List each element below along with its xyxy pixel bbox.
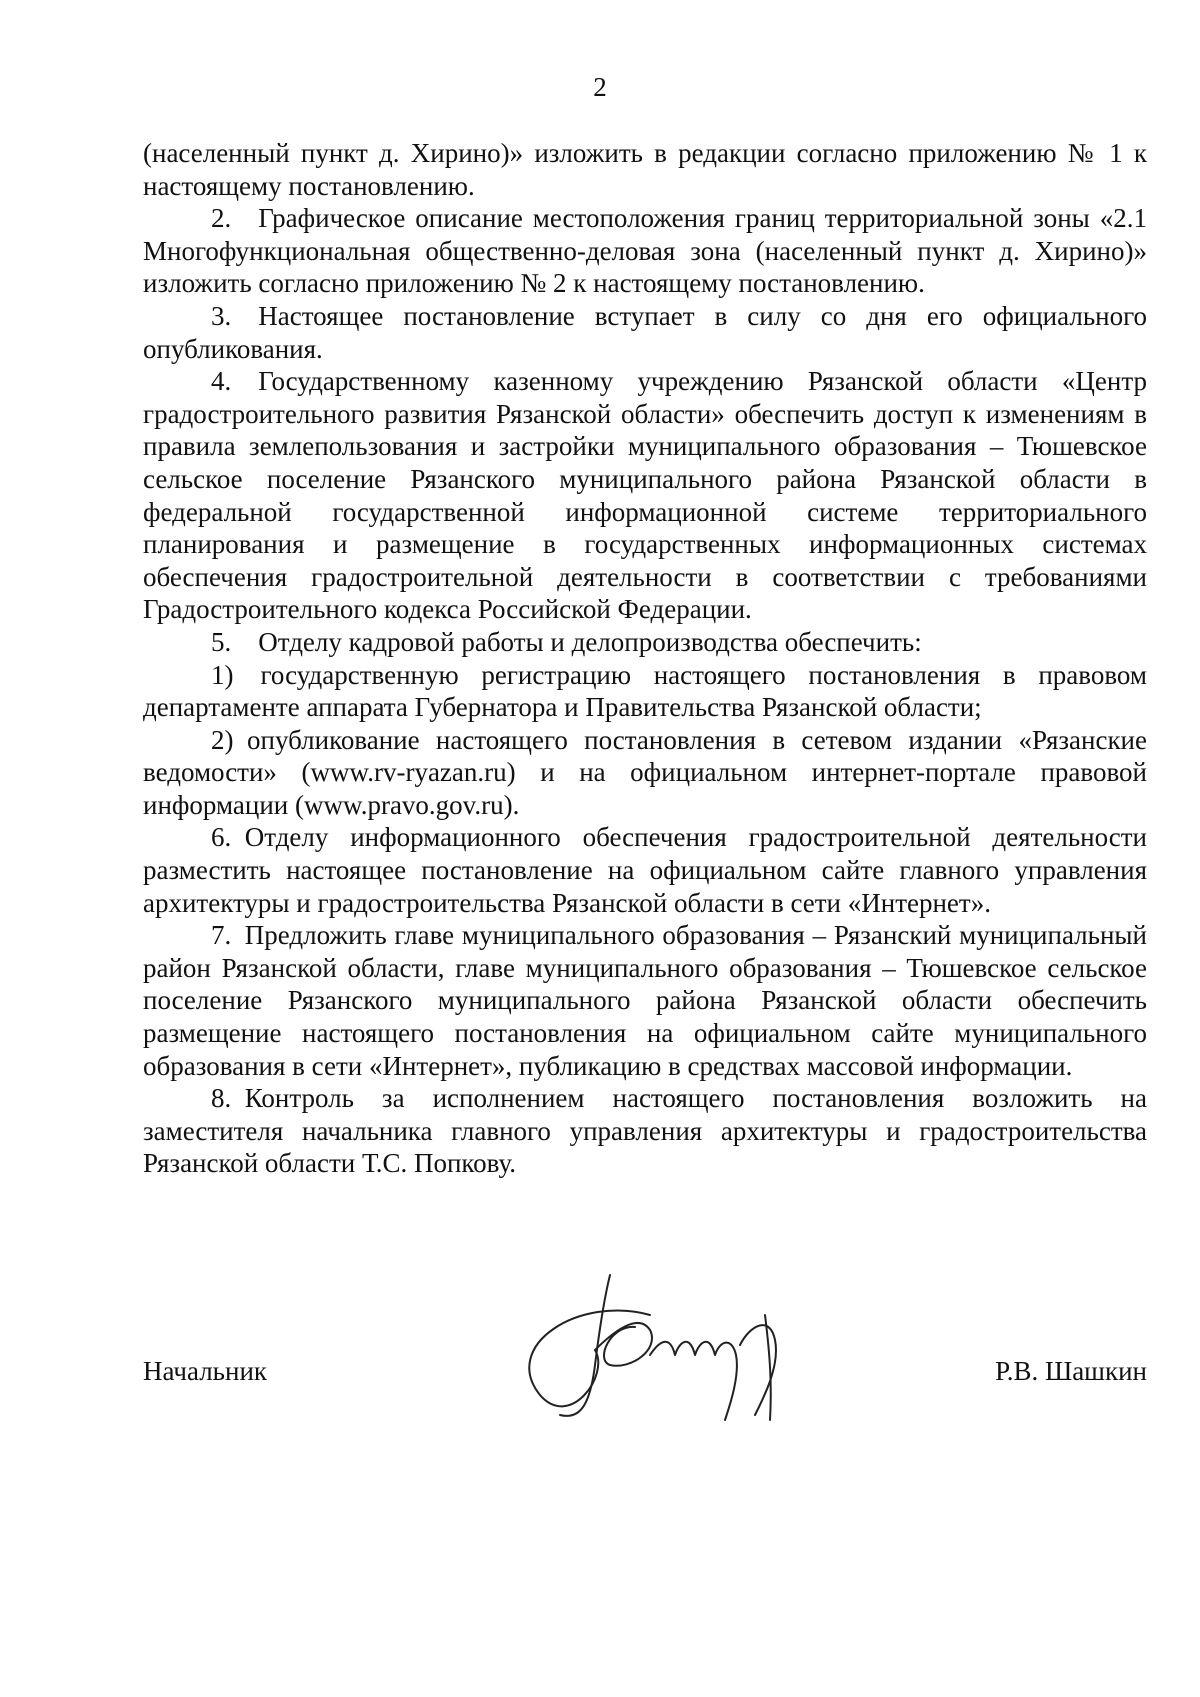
paragraph-item-2: 2. Графическое описание местоположения границ территориальной зоны «2.1 Многофункциональная общественно-деловая зона (населенный пункт д. Хирино)» изложить согласно приложению № 2 к настоящему постановлению. <box>143 203 1147 299</box>
paragraph-subitem-2: 2) опубликование настоящего постановления в сетевом издании «Рязанские ведомости» (www.rv-ryazan.ru) и на официальном интернет-портале правовой информации (www.pravo.gov.ru). <box>143 724 1147 820</box>
signature-block <box>143 1356 1147 1396</box>
handwritten-signature <box>500 1255 880 1435</box>
signatory-title: Начальник <box>143 1356 268 1386</box>
paragraph-item-7: 7. Предложить главе муниципального образования – Рязанский муниципальный район Рязанской области, главе муниципального образования – Тюшевское сельское поселение Рязанского муниципального района Рязанской области обеспечить размещение настоящего постановления на официальном сайте муниципального образования в сети «Интернет», публикацию в средствах массовой информации. <box>143 920 1147 1081</box>
paragraph-subitem-1: 1) государственную регистрацию настоящего постановления в правовом департаменте аппарата Губернатора и Правительства Рязанской области; <box>143 659 1147 723</box>
paragraph-continuation: (населенный пункт д. Хирино)» изложить в редакции согласно приложению № 1 к настоящему постановлению. <box>143 138 1147 201</box>
paragraph-item-4: 4. Государственному казенному учреждению Рязанской области «Центр градостроительного развития Рязанской области» обеспечить доступ к изменениям в правила землепользования и застройки муниципального образования – Тюшевское сельское поселение Рязанского муниципального района Рязанской области в федеральной государственной информационной системе территориального планирования и размещение в государственных информационных системах обеспечения градостроительной деятельности в соответствии с требованиями Градостроительного кодекса Российской Федерации. <box>143 366 1147 625</box>
paragraph-item-6: 6. Отделу информационного обеспечения градостроительной деятельности разместить настоящее постановление на официальном сайте главного управления архитектуры и градостроительства Рязанской области в сети «Интернет». <box>143 822 1147 918</box>
page-number: 2 <box>593 72 607 102</box>
signatory-name: Р.В. Шашкин <box>995 1356 1147 1386</box>
paragraph-item-8: 8. Контроль за исполнением настоящего постановления возложить на заместителя начальника главного управления архитектуры и градостроительства Рязанской области Т.С. Попкову. <box>143 1083 1147 1179</box>
document-body <box>143 137 1147 1180</box>
paragraph-item-5: 5. Отделу кадровой работы и делопроизводства обеспечить: <box>211 626 922 657</box>
paragraph-item-3: 3. Настоящее постановление вступает в силу со дня его официального опубликования. <box>143 300 1147 364</box>
